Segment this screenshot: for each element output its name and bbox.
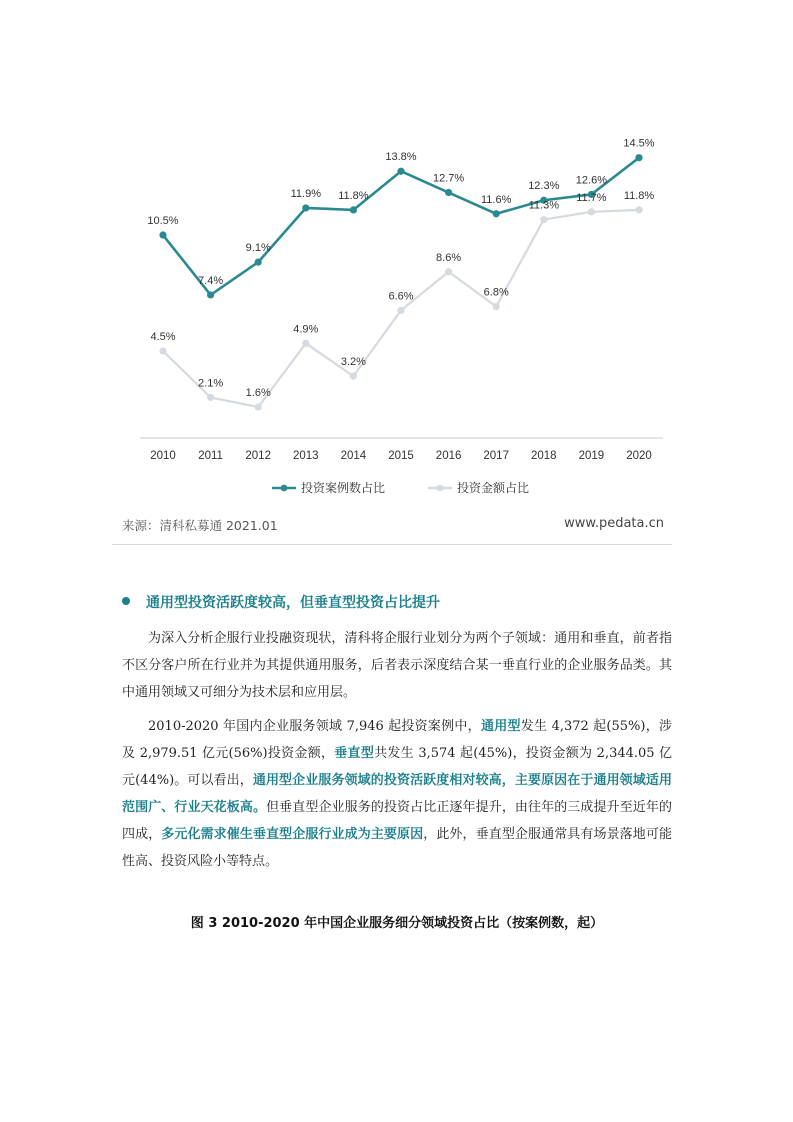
- data-label: 11.7%: [576, 191, 607, 204]
- data-label: 12.7%: [432, 172, 465, 185]
- data-point: [302, 340, 309, 347]
- x-tick-label: 2016: [435, 450, 462, 462]
- data-label: 4.5%: [150, 331, 176, 344]
- x-tick-label: 2015: [388, 450, 414, 462]
- data-point: [255, 403, 262, 410]
- source-label: 来源：清科私募通 2021.01: [122, 518, 278, 533]
- highlight-vertical: 垂直型: [334, 746, 375, 761]
- divider: [112, 544, 672, 545]
- data-label: 11.3%: [528, 199, 559, 212]
- data-point: [635, 206, 642, 213]
- x-tick-label: 2018: [531, 450, 557, 462]
- x-tick-label: 2020: [626, 450, 652, 462]
- legend-label: 投资案例数占比: [301, 481, 386, 495]
- data-point: [207, 291, 214, 298]
- data-label: 12.6%: [575, 174, 608, 187]
- x-tick-label: 2013: [293, 450, 319, 462]
- section-heading-text: 通用型投资活跃度较高，但垂直型投资占比提升: [146, 595, 440, 611]
- figure-caption: 图 3 2010-2020 年中国企业服务细分领域投资占比（按案例数，起）: [190, 916, 604, 931]
- data-point: [159, 231, 166, 238]
- data-point: [350, 206, 357, 213]
- legend-label: 投资金额占比: [457, 481, 530, 495]
- data-label: 13.8%: [385, 151, 417, 164]
- paragraph-2: [122, 713, 672, 875]
- data-point: [207, 394, 214, 401]
- data-label: 3.2%: [340, 356, 366, 369]
- paragraph-2-text-1: 2010-2020 年国内企业服务领域 7,946 起投资案例中，: [148, 719, 481, 734]
- data-label: 14.5%: [623, 137, 655, 150]
- highlight-reason: 多元化需求催生垂直型企服行业成为主要原因: [161, 827, 424, 842]
- x-tick-label: 2017: [483, 450, 509, 462]
- source-url[interactable]: www.pedata.cn: [564, 516, 664, 531]
- paragraph-2-text-5: ，此外，垂直型企服通常具有场景落地可能性高、投资风险小等特点。: [122, 827, 672, 869]
- data-point: [159, 347, 166, 354]
- series-line-case-count: [163, 158, 639, 295]
- data-point: [540, 216, 547, 223]
- x-tick-label: 2019: [578, 450, 605, 462]
- legend-marker: [437, 485, 444, 492]
- data-label: 6.8%: [483, 286, 509, 299]
- x-tick-label: 2010: [150, 450, 176, 462]
- x-tick-label: 2011: [198, 450, 223, 462]
- data-label: 7.4%: [198, 274, 224, 287]
- bullet-icon: [122, 597, 130, 605]
- data-label: 2.1%: [198, 377, 224, 390]
- data-point: [255, 258, 262, 265]
- data-point: [350, 373, 357, 380]
- data-label: 4.9%: [293, 323, 319, 336]
- data-point: [445, 268, 452, 275]
- x-tick-label: 2012: [245, 450, 271, 462]
- data-point: [397, 168, 404, 175]
- data-point: [588, 208, 595, 215]
- data-label: 1.6%: [245, 387, 271, 400]
- data-label: 8.6%: [436, 251, 462, 264]
- highlight-general: 通用型: [480, 719, 521, 734]
- data-point: [493, 303, 500, 310]
- line-chart: [0, 0, 793, 510]
- section-heading: [122, 592, 682, 612]
- data-point: [397, 307, 404, 314]
- data-label: 11.8%: [338, 189, 369, 202]
- data-label: 12.3%: [528, 180, 560, 193]
- data-label: 11.9%: [290, 187, 321, 200]
- highlight-conclusion: 通用型企业服务领域的投资活跃度相对较高，主要原因在于通用领域适用范围广、行业天花板高。: [122, 773, 672, 815]
- data-label: 11.6%: [481, 193, 512, 206]
- data-label: 11.8%: [623, 189, 655, 202]
- data-label: 6.6%: [388, 290, 414, 303]
- paragraph-2-text-2: 发生 4,372 起(55%)，涉及 2,979.51 亿元(56%)投资金额，: [122, 719, 672, 761]
- data-point: [493, 210, 500, 217]
- x-tick-label: 2014: [340, 450, 367, 462]
- data-label: 10.5%: [147, 215, 179, 228]
- paragraph-1: 为深入分析企服行业投融资现状，清科将企服行业划分为两个子领域：通用和垂直，前者指不区分客户所在行业并为其提供通用服务，后者表示深度结合某一垂直行业的企业服务品类。其中通用领域又可细分为技术层和应用层。: [122, 631, 672, 700]
- paragraph-2-text-3: 共发生 3,574 起(45%)，投资金额为 2,344.05 亿元(44%)。可以看出，: [122, 746, 672, 788]
- data-label: 9.1%: [245, 242, 271, 255]
- legend-marker: [281, 485, 288, 492]
- paragraph-2-text-4: 但垂直型企业服务的投资占比正逐年提升，由往年的三成提升至近年的四成，: [122, 800, 672, 842]
- data-point: [445, 189, 452, 196]
- data-point: [302, 204, 309, 211]
- data-point: [635, 154, 642, 161]
- source-row: [122, 516, 664, 536]
